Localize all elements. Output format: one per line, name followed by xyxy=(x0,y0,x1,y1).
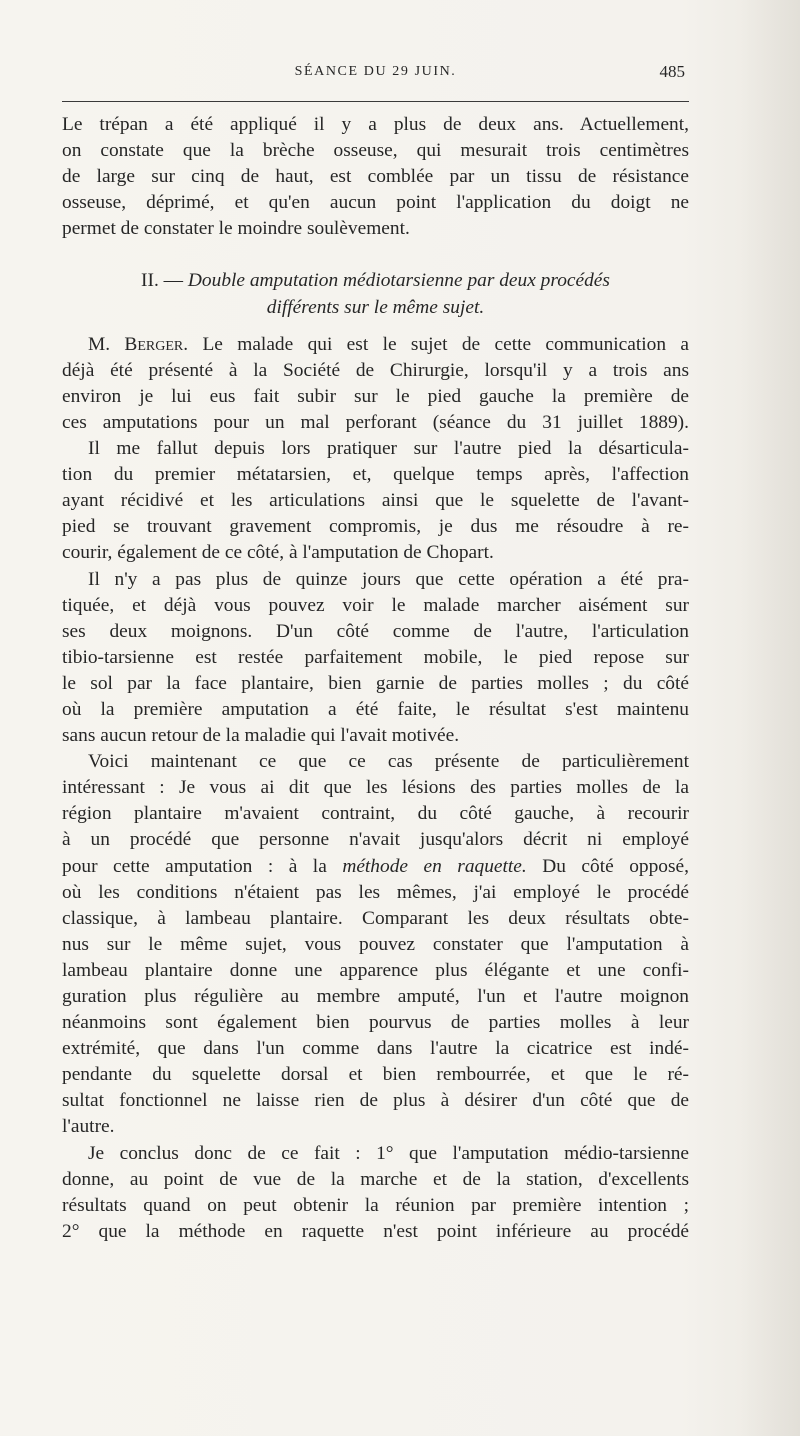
emphasis-method: méthode en raquette. xyxy=(342,855,527,877)
text-line: ses deux moignons. D'un côté comme de l'autre, l'articulation xyxy=(62,620,689,642)
text-line: région plantaire m'avaient contraint, du côté gauche, à recourir xyxy=(62,803,689,825)
text-line: de large sur cinq de haut, est comblée par un tissu de résistance xyxy=(62,166,689,188)
text-line: tibio-tarsienne est restée parfaitement mobile, le pied repose sur xyxy=(62,646,689,668)
text-line: où les conditions n'étaient pas les mêmes, j'ai employé le procédé xyxy=(62,881,689,903)
text-line: classique, à lambeau plantaire. Comparant les deux résultats obte- xyxy=(62,907,689,929)
text-line: tion du premier métatarsien, et, quelque temps après, l'affection xyxy=(62,464,689,486)
text-line: 2° que la méthode en raquette n'est point inférieure au procédé xyxy=(62,1220,689,1242)
text-line: Voici maintenant ce que ce cas présente de particulièrement xyxy=(88,751,689,773)
section-numeral: II. — xyxy=(141,270,184,292)
section-title-part-1: Double amputation médiotarsienne par deux procédés xyxy=(187,270,610,292)
text-line: Il me fallut depuis lors pratiquer sur l'autre pied la désarticula- xyxy=(88,438,689,460)
text-line: Je conclus donc de ce fait : 1° que l'amputation médio-tarsienne xyxy=(88,1142,689,1164)
text-line-rest: Le malade qui est le sujet de cette communication a xyxy=(202,333,690,355)
text-fragment: Du côté opposé, xyxy=(542,855,689,877)
text-line: à un procédé que personne n'avait jusqu'alors décrit ni employé xyxy=(62,829,689,851)
body-text xyxy=(62,112,689,1245)
text-line: ayant récidivé et les articulations ainsi que le squelette de l'avant- xyxy=(62,490,689,512)
text-line xyxy=(62,854,689,880)
running-title: SÉANCE DU 29 JUIN. xyxy=(294,64,457,79)
text-line: sultat fonctionnel ne laisse rien de plus à désirer d'un côté que de xyxy=(62,1090,689,1112)
header-rule xyxy=(62,101,689,102)
text-line: intéressant : Je vous ai dit que les lésions des parties molles de la xyxy=(62,777,689,799)
page-edge-shadow xyxy=(740,0,800,1436)
text-line: courir, également de ce côté, à l'amputation de Chopart. xyxy=(62,542,494,564)
text-line: déjà été présenté à la Société de Chirurgie, lorsqu'il y a trois ans xyxy=(62,359,689,381)
section-gap xyxy=(62,321,689,332)
text-line: permet de constater le moindre soulèvement. xyxy=(62,218,410,240)
page-header xyxy=(62,62,689,92)
text-line xyxy=(62,332,689,358)
text-line: nus sur le même sujet, vous pouvez constater que l'amputation à xyxy=(62,933,689,955)
text-line: l'autre. xyxy=(62,1116,115,1138)
speaker-name: M. Berger. xyxy=(88,333,189,355)
text-line: on constate que la brèche osseuse, qui mesurait trois centimètres xyxy=(62,140,689,162)
text-line: le sol par la face plantaire, bien garnie de parties molles ; du côté xyxy=(62,672,689,694)
text-line: osseuse, déprimé, et qu'en aucun point l'application du doigt ne xyxy=(62,192,689,214)
text-line: donne, au point de vue de la marche et de la station, d'excellents xyxy=(62,1168,689,1190)
section-heading-line-1 xyxy=(62,268,689,294)
text-line: Le trépan a été appliqué il y a plus de deux ans. Actuellement, xyxy=(62,114,689,135)
text-line: guration plus régulière au membre amputé, l'un et l'autre moignon xyxy=(62,986,689,1007)
page-number: 485 xyxy=(659,62,685,81)
text-line: tiquée, et déjà vous pouvez voir le malade marcher aisément sur xyxy=(62,594,689,616)
text-line: lambeau plantaire donne une apparence plus élégante et une confi- xyxy=(62,959,689,981)
text-line: pied se trouvant gravement compromis, je dus me résoudre à re- xyxy=(62,516,689,538)
text-line: résultats quand on peut obtenir la réunion par première intention ; xyxy=(62,1194,689,1216)
text-line: sans aucun retour de la maladie qui l'avait motivée. xyxy=(62,725,460,747)
text-line: néanmoins sont également bien pourvus de parties molles à leur xyxy=(62,1012,689,1034)
text-fragment: pour cette amputation : à la xyxy=(62,855,327,877)
text-line: où la première amputation a été faite, le résultat s'est maintenu xyxy=(62,698,689,720)
text-line: ces amputations pour un mal perforant (séance du 31 juillet 1889). xyxy=(62,411,689,433)
text-line: pendante du squelette dorsal et bien rembourrée, et que le ré- xyxy=(62,1064,689,1086)
text-line: environ je lui eus fait subir sur le pied gauche la première de xyxy=(62,385,689,407)
section-gap xyxy=(62,242,689,268)
text-line: extrémité, que dans l'un comme dans l'autre la cicatrice est indé- xyxy=(62,1038,689,1060)
text-line: Il n'y a pas plus de quinze jours que cette opération a été pra- xyxy=(88,568,689,590)
section-heading-line-2: différents sur le même sujet. xyxy=(266,296,485,318)
